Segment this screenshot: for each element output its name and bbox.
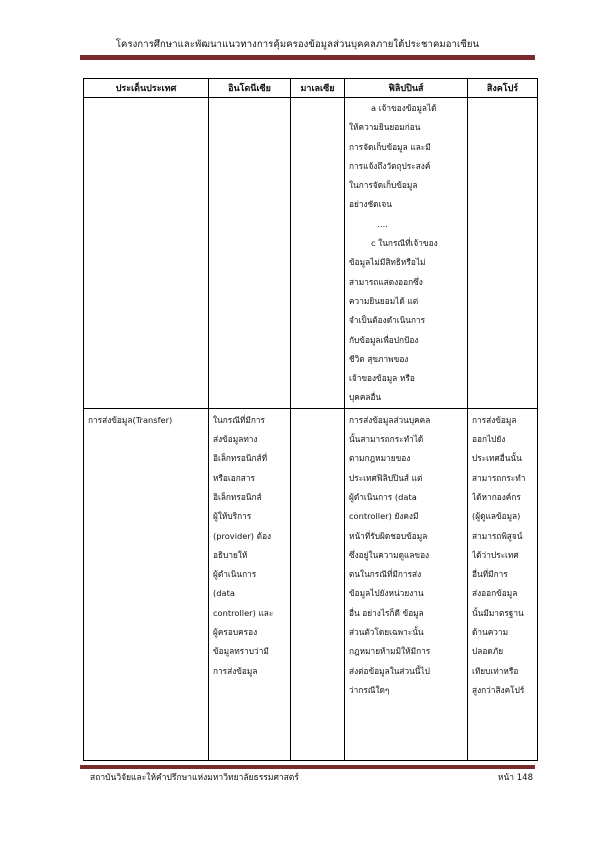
text-line: สูงกว่าสิงคโปร์ bbox=[472, 684, 525, 695]
text-line: การจัดเก็บข้อมูล และมี bbox=[349, 141, 431, 152]
cell-philippines bbox=[345, 408, 468, 760]
table-header-row bbox=[84, 79, 538, 98]
footer-rule bbox=[80, 765, 535, 769]
cell-topic bbox=[84, 98, 209, 409]
text-line: เจ้าของข้อมูล หรือ bbox=[349, 373, 415, 384]
text-line: จำเป็นต้องดำเนินการ bbox=[349, 315, 426, 326]
text-line: ให้ความยินยอมก่อน bbox=[349, 122, 421, 133]
text-line: ข้อมูลไปยังหน่วยงาน bbox=[349, 588, 424, 599]
text-line: ในการจัดเก็บข้อมูล bbox=[349, 180, 418, 191]
cell-singapore bbox=[468, 408, 538, 760]
column-header-singapore: สิงคโปร์ bbox=[468, 79, 538, 98]
comparison-table bbox=[83, 78, 538, 761]
text-line: (data bbox=[213, 588, 235, 599]
text-line: ผู้ดำเนินการ (data bbox=[349, 491, 417, 502]
text-line: ความยินยอมได้ แต่ bbox=[349, 295, 419, 306]
text-line: นั้นมีมาตรฐาน bbox=[472, 607, 524, 618]
text-line: หรือเอกสาร bbox=[213, 472, 255, 483]
text-line: ข้อมูลทราบว่ามี bbox=[213, 646, 269, 657]
text-line: อื่น อย่างไรก็ดี ข้อมูล bbox=[349, 607, 424, 618]
cell-philippines bbox=[345, 98, 468, 409]
text-line: c ในกรณีที่เจ้าของ bbox=[371, 238, 438, 249]
text-line: ประเทศฟิลิปปินส์ แต่ bbox=[349, 472, 423, 483]
cell-indonesia bbox=[209, 408, 291, 760]
text-line: อิเล็กทรอนิกส์ bbox=[213, 491, 262, 502]
header-rule bbox=[80, 55, 535, 60]
text-line: การส่งข้อมูล bbox=[213, 665, 258, 676]
column-header-malaysia: มาเลเซีย bbox=[291, 79, 345, 98]
text-line: ซึ่งอยู่ในความดูแลของ bbox=[349, 549, 430, 560]
text-line: ชีวิต สุขภาพของ bbox=[349, 353, 409, 364]
text-line: อื่นที่มีการ bbox=[472, 569, 508, 580]
text-line: การส่งข้อมูล(Transfer) bbox=[88, 414, 173, 425]
text-line: เทียบเท่าหรือ bbox=[472, 665, 519, 676]
column-header-topic: ประเด็นประเทศ bbox=[84, 79, 209, 98]
column-header-philippines: ฟิลิปปินส์ bbox=[345, 79, 468, 98]
text-line: อย่างชัดเจน bbox=[349, 199, 392, 210]
text-line: (provider) ต้อง bbox=[213, 530, 272, 541]
text-line: ส่งออกข้อมูล bbox=[472, 588, 518, 599]
text-line: การแจ้งถึงวัตถุประสงค์ bbox=[349, 160, 431, 171]
text-line: ตามกฎหมายของ bbox=[349, 453, 411, 464]
text-line: ผู้ดำเนินการ bbox=[213, 569, 257, 580]
text-line: อิเล็กทรอนิกส์ที่ bbox=[213, 453, 268, 464]
text-line: กับข้อมูลเพื่อปกป้อง bbox=[349, 334, 419, 345]
text-line: ผู้ครอบครอง bbox=[213, 627, 258, 638]
running-header: โครงการศึกษาและพัฒนาแนวทางการคุ้มครองข้อมูลส่วนบุคคลภายใต้ประชาคมอาเซียน bbox=[115, 39, 480, 50]
text-line: การส่งข้อมูลส่วนบุคคล bbox=[349, 414, 431, 425]
text-line: นั้นสามารถกระทำได้ bbox=[349, 434, 424, 445]
text-line: controller) และ bbox=[213, 607, 274, 618]
text-line: ว่ากรณีใดๆ bbox=[349, 684, 390, 695]
cell-singapore bbox=[468, 98, 538, 409]
text-line: ตนในกรณีที่มีการส่ง bbox=[349, 569, 422, 580]
column-header-indonesia: อินโดนีเซีย bbox=[209, 79, 291, 98]
cell-malaysia bbox=[291, 98, 345, 409]
text-line: ส่งข้อมูลทาง bbox=[213, 434, 258, 445]
footer-institution: สถาบันวิจัยและให้คำปรึกษาแห่งมหาวิทยาลัยธรรมศาสตร์ bbox=[90, 773, 299, 783]
page-number: หน้า 148 bbox=[497, 773, 533, 783]
cell-indonesia bbox=[209, 98, 291, 409]
text-line: การส่งข้อมูล bbox=[472, 414, 517, 425]
text-line: ออกไปยัง bbox=[472, 434, 506, 445]
cell-topic bbox=[84, 408, 209, 760]
table-row bbox=[84, 408, 538, 760]
text-line: ส่วนตัวโดยเฉพาะนั้น bbox=[349, 627, 424, 638]
text-line: ผู้ให้บริการ bbox=[213, 511, 252, 522]
text-line: ปลอดภัย bbox=[472, 646, 504, 657]
text-line: ได้ว่าประเทศ bbox=[472, 549, 519, 560]
table-row bbox=[84, 98, 538, 409]
text-line: ส่งต่อข้อมูลในส่วนนี้ไป bbox=[349, 665, 430, 676]
text-line: หน้าที่รับผิดชอบข้อมูล bbox=[349, 530, 428, 541]
text-line: สามารถพิสูจน์ bbox=[472, 530, 523, 541]
text-line: ได้หากองค์กร bbox=[472, 491, 521, 502]
text-line: …. bbox=[377, 218, 388, 229]
text-line: อธิบายให้ bbox=[213, 549, 248, 560]
text-line: กฎหมายห้ามมิให้มีการ bbox=[349, 646, 431, 657]
text-line: สามารถกระทำ bbox=[472, 472, 526, 483]
text-line: ด้านความ bbox=[472, 627, 509, 638]
text-line: ในกรณีที่มีการ bbox=[213, 414, 265, 425]
text-line: ประเทศอื่นนั้น bbox=[472, 453, 522, 464]
text-line: controller) ยังคงมี bbox=[349, 511, 419, 522]
cell-malaysia bbox=[291, 408, 345, 760]
text-line: บุคคลอื่น bbox=[349, 392, 382, 403]
text-line: (ผู้ดูแลข้อมูล) bbox=[472, 511, 521, 522]
text-line: สามารถแสดงออกซึ่ง bbox=[349, 276, 423, 287]
text-line: a เจ้าของข้อมูลได้ bbox=[371, 103, 437, 113]
text-line: ข้อมูลไม่มีสิทธิหรือไม่ bbox=[349, 257, 426, 268]
